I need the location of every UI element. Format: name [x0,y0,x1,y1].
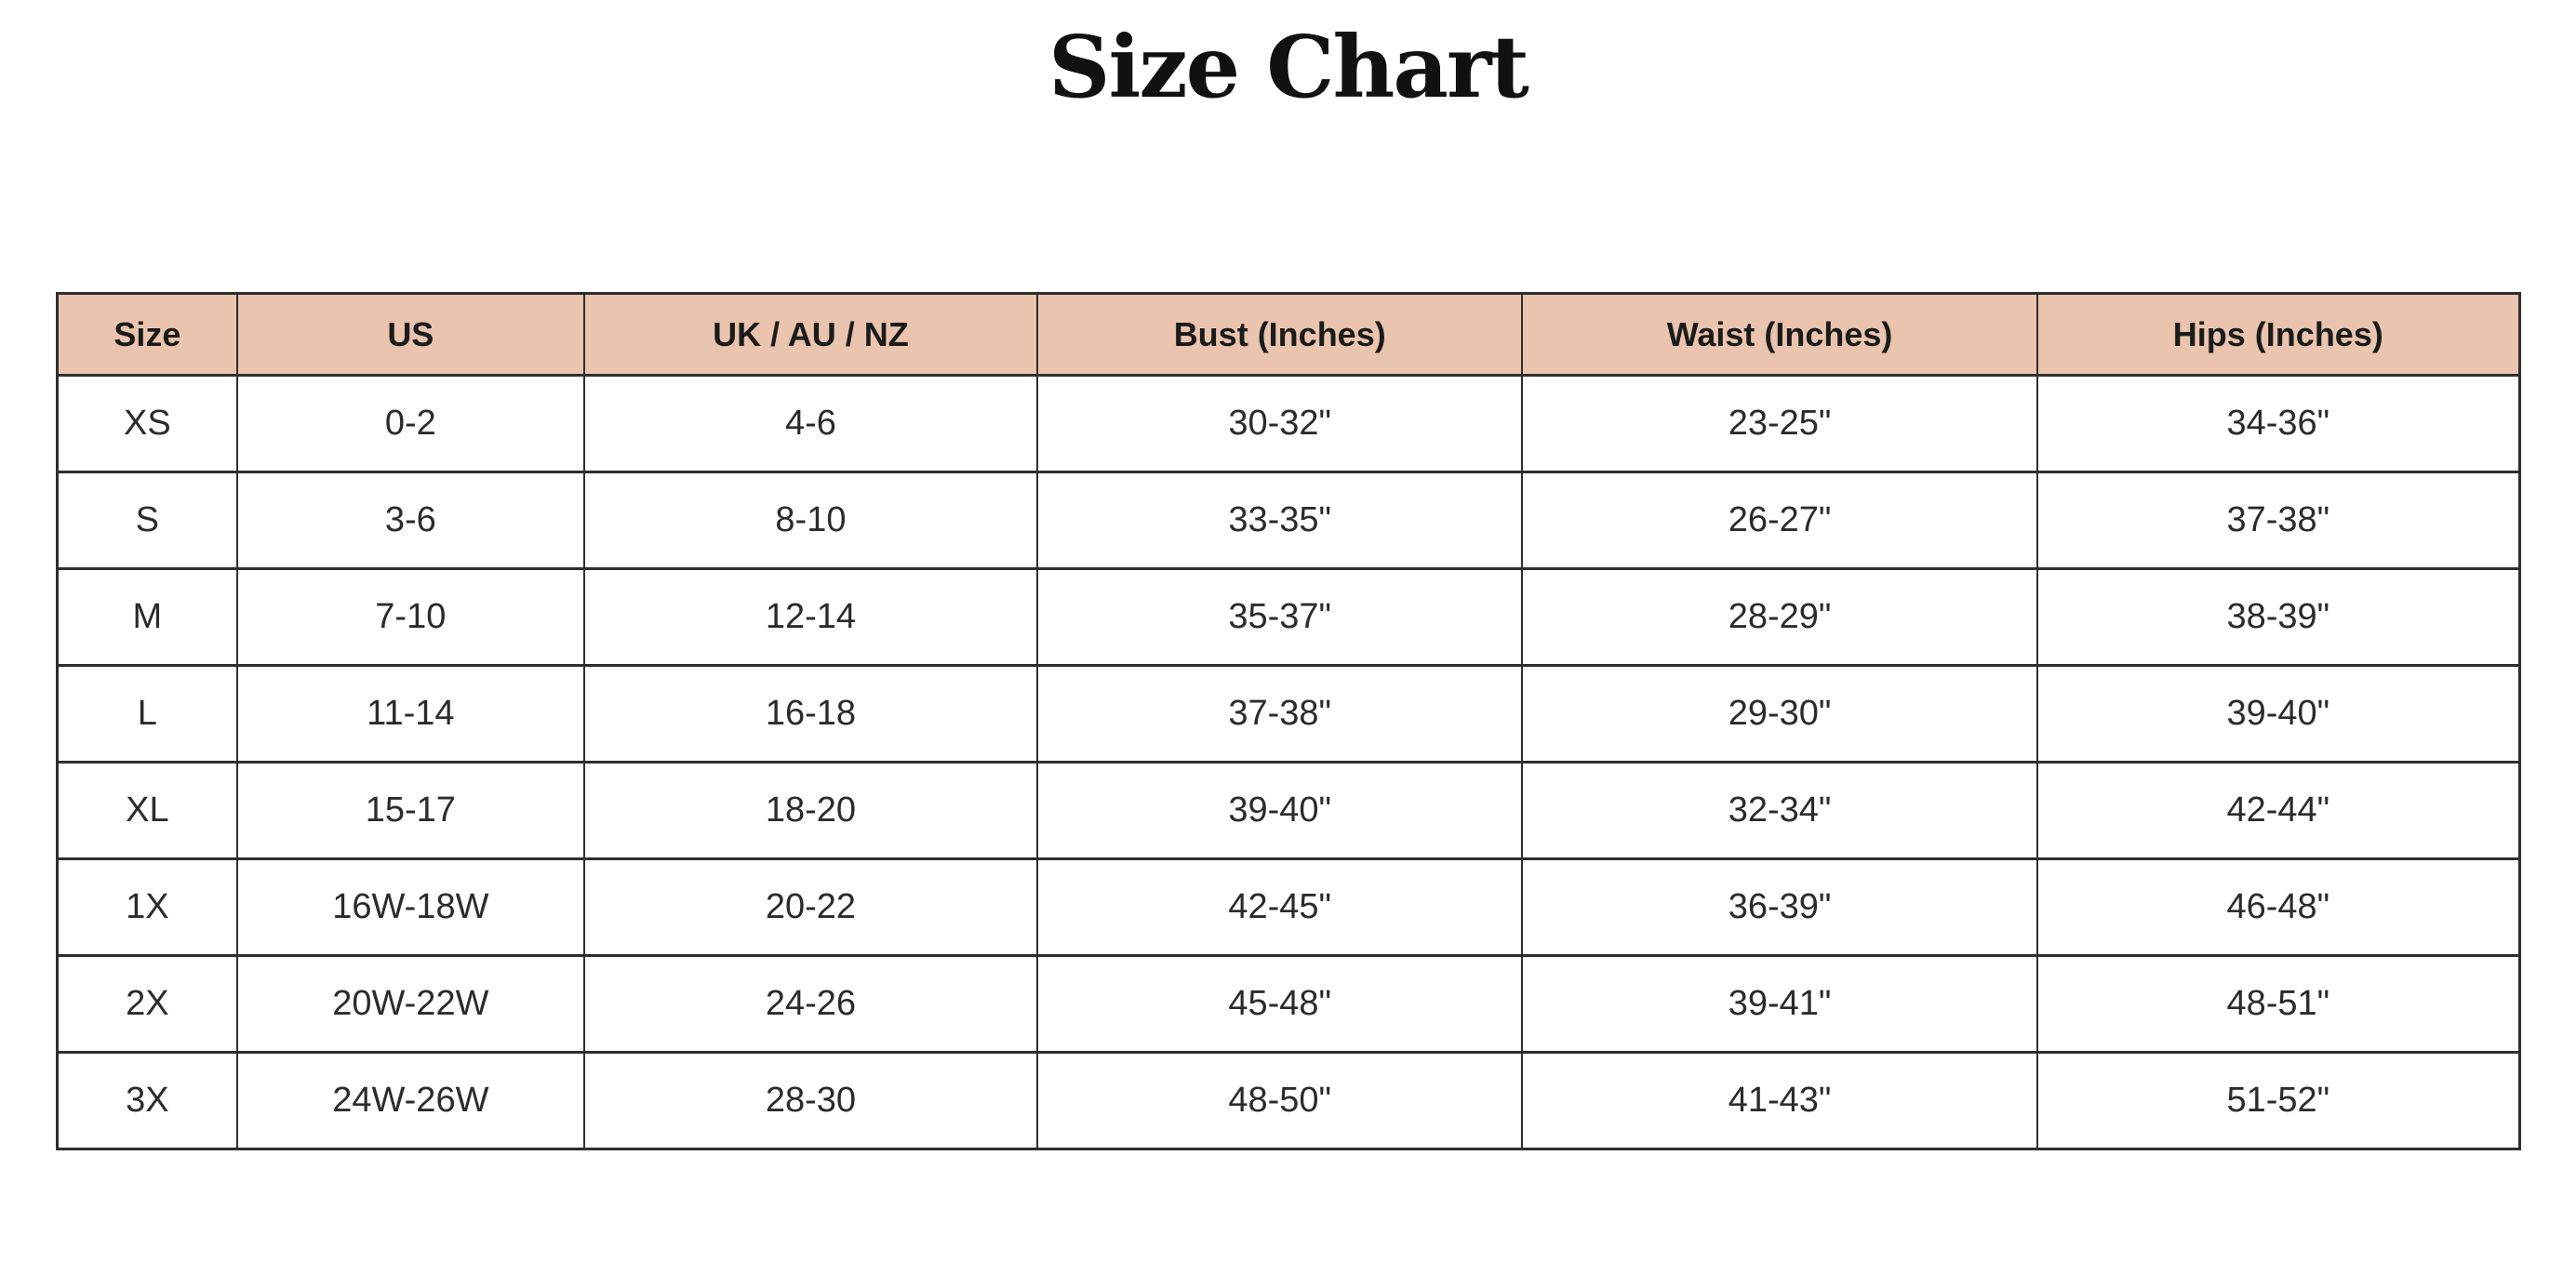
table-cell: 46-48" [2037,859,2520,956]
table-cell: 18-20 [584,763,1037,859]
size-chart-container [56,292,2521,1150]
table-cell: 16W-18W [237,859,584,956]
table-cell: 15-17 [237,763,584,859]
table-cell: 32-34" [1522,763,2036,859]
table-cell: 34-36" [2037,376,2520,472]
table-cell: 12-14 [584,569,1037,666]
table-cell: 42-45" [1037,859,1522,956]
column-header-waist-inches: Waist (Inches) [1522,294,2036,376]
table-cell: M [58,569,237,666]
table-cell: 39-40" [2037,666,2520,763]
table-cell: XL [58,763,237,859]
table-cell: 7-10 [237,569,584,666]
table-cell: 42-44" [2037,763,2520,859]
table-row-l [58,666,2520,763]
column-header-bust-inches: Bust (Inches) [1037,294,1522,376]
table-cell: 39-40" [1037,763,1522,859]
table-cell: 37-38" [2037,472,2520,569]
table-cell: 26-27" [1522,472,2036,569]
table-cell: 28-30 [584,1053,1037,1149]
column-header-uk-au-nz: UK / AU / NZ [584,294,1037,376]
table-cell: 8-10 [584,472,1037,569]
table-row-1x [58,859,2520,956]
table-row-m [58,569,2520,666]
table-cell: 45-48" [1037,956,1522,1053]
column-header-us: US [237,294,584,376]
table-cell: 1X [58,859,237,956]
table-row-3x [58,1053,2520,1149]
table-cell: 20W-22W [237,956,584,1053]
table-cell: 38-39" [2037,569,2520,666]
table-body [58,376,2520,1149]
table-cell: 16-18 [584,666,1037,763]
table-row-2x [58,956,2520,1053]
table-cell: 23-25" [1522,376,2036,472]
table-cell: 39-41" [1522,956,2036,1053]
table-cell: 33-35" [1037,472,1522,569]
table-cell: 24W-26W [237,1053,584,1149]
table-cell: 48-51" [2037,956,2520,1053]
size-chart-table [56,292,2521,1150]
table-cell: 2X [58,956,237,1053]
table-cell: 37-38" [1037,666,1522,763]
table-cell: 28-29" [1522,569,2036,666]
table-cell: 51-52" [2037,1053,2520,1149]
table-cell: 24-26 [584,956,1037,1053]
table-cell: XS [58,376,237,472]
column-header-size: Size [58,294,237,376]
table-row-xl [58,763,2520,859]
table-cell: 4-6 [584,376,1037,472]
table-cell: 36-39" [1522,859,2036,956]
table-cell: 20-22 [584,859,1037,956]
table-cell: 41-43" [1522,1053,2036,1149]
page [0,17,2576,1275]
table-row-xs [58,376,2520,472]
table-cell: 3-6 [237,472,584,569]
column-header-hips-inches: Hips (Inches) [2037,294,2520,376]
table-cell: 48-50" [1037,1053,1522,1149]
table-cell: 30-32" [1037,376,1522,472]
table-header [58,294,2520,376]
table-cell: 29-30" [1522,666,2036,763]
table-cell: S [58,472,237,569]
table-cell: 35-37" [1037,569,1522,666]
page-title: Size Chart [1048,17,1528,117]
table-cell: 0-2 [237,376,584,472]
table-header-row [58,294,2520,376]
table-cell: 3X [58,1053,237,1149]
table-cell: 11-14 [237,666,584,763]
table-cell: L [58,666,237,763]
table-row-s [58,472,2520,569]
